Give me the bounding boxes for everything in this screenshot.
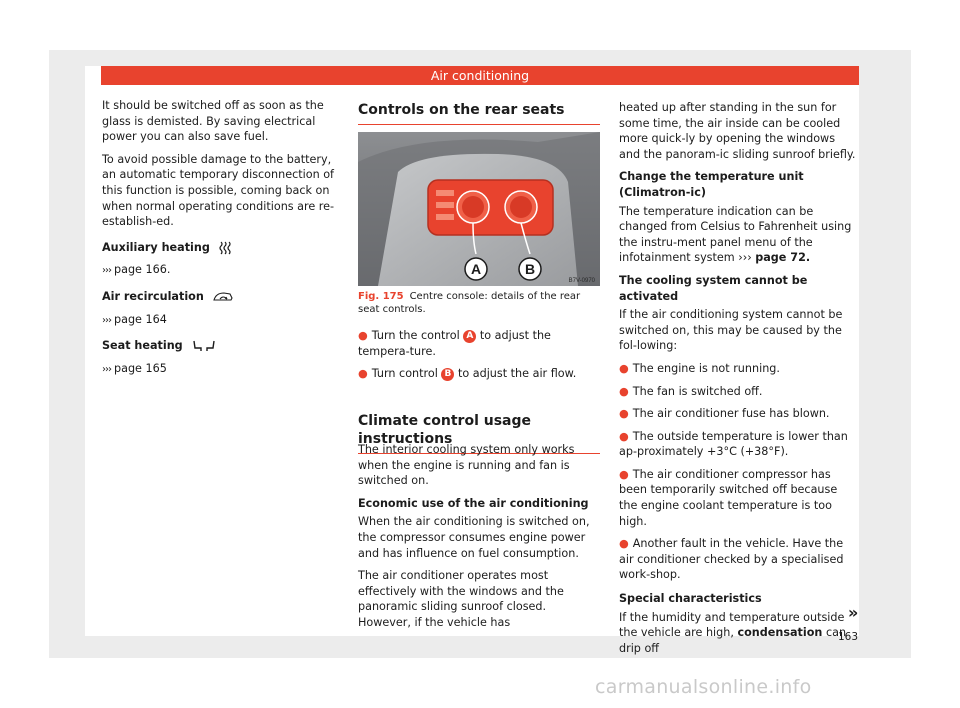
infotainment-reference[interactable]: ››› page 72. [738, 251, 811, 265]
figure-code: B7V-0970 [568, 278, 595, 284]
watermark: carmanualsonline.info [595, 676, 812, 698]
bullet-icon: ● [619, 361, 629, 375]
figure-label-a: A [470, 261, 482, 277]
figure-caption: Fig. 175 Centre console: details of the rear seat controls. [358, 291, 581, 315]
bullet-icon: ● [619, 384, 629, 398]
paragraph: When the air conditioning is switched on, the compressor consumes engine power and has influence on fuel consumption. [358, 515, 590, 560]
list-item: ● The air conditioner compressor has been temporarily switched off because the engine coolant temperature is too high. [619, 467, 838, 528]
paragraph: To avoid possible damage to the battery, an automatic temporary disconnection of this function is possible, coming back on when normal operating conditions are re-establish-ed. [102, 152, 335, 229]
column-middle [358, 328, 600, 389]
bullet-icon: ● [619, 537, 629, 551]
temp-unit-heading: Change the temperature unit (Climatron-ic) [619, 170, 804, 199]
list-item: ● Another fault in the vehicle. Have the air conditioner checked by a specialised work-shop. [619, 537, 844, 582]
figure-number: Fig. 175 [358, 291, 404, 302]
column-right [619, 100, 859, 663]
paragraph: The temperature indication can be changed from Celsius to Fahrenheit using the instru-ment panel menu of the infotainment system ››› page 72. [619, 204, 852, 265]
cooling-heading: The cooling system cannot be activated [619, 273, 808, 303]
page-number: 163 [838, 631, 859, 643]
list-item: ● The fan is switched off. [619, 384, 763, 398]
list-item: ● Turn control B to adjust the air flow. [358, 367, 577, 381]
aux-heating-label: Auxiliary heating [102, 240, 210, 254]
seat-heating-icon [191, 340, 217, 353]
seat-heating-heading [102, 338, 340, 354]
list-item: ● The air conditioner fuse has blown. [619, 407, 830, 421]
recirc-reference[interactable]: ››› page 164 [102, 312, 167, 326]
seat-heating-label: Seat heating [102, 339, 183, 353]
continue-arrow: » [848, 603, 859, 622]
paragraph: It should be switched off as soon as the glass is demisted. By saving electrical power you can also save fuel. [102, 99, 324, 144]
section-title-usage-instructions: Climate control usage instructions [358, 412, 600, 454]
bullet-icon: ● [358, 329, 368, 342]
paragraph: heated up after standing in the sun for some time, the air inside can be cooled more quick-ly by opening the windows and the panoram-ic sliding sunroof briefly. [619, 101, 856, 161]
figure-label-b: B [524, 261, 536, 277]
paragraph: The interior cooling system only works when the engine is running and fan is switched on. [358, 443, 575, 488]
console-illustration [358, 132, 600, 286]
recirc-heading [102, 289, 340, 305]
seat-heating-reference[interactable]: ››› page 165 [102, 361, 167, 375]
marker-a: A [463, 330, 476, 343]
bullet-icon: ● [619, 467, 629, 481]
marker-b: B [441, 368, 454, 381]
bullet-icon: ● [619, 429, 629, 443]
section-title-rear-controls: Controls on the rear seats [358, 101, 600, 125]
rear-controls-figure [358, 132, 600, 286]
special-characteristics-heading: Special characteristics [619, 592, 762, 606]
column-middle-lower [358, 442, 600, 638]
paragraph: If the air conditioning system cannot be switched on, this may be caused by the fol-lowing: [619, 308, 843, 353]
column-left [102, 98, 340, 384]
bullet-icon: ● [358, 367, 368, 381]
economic-use-heading: Economic use of the air conditioning [358, 496, 589, 510]
list-item: ● The engine is not running. [619, 361, 780, 375]
page-header: Air conditioning [101, 66, 859, 85]
list-item: ● The outside temperature is lower than ap-proximately +3°C (+38°F). [619, 429, 848, 459]
air-recirculation-icon [212, 291, 234, 303]
paragraph: The air conditioner operates most effectively with the windows and the panoramic sliding sunroof closed. However, if the vehicle has [358, 569, 564, 629]
paragraph: If the humidity and temperature outside the vehicle are high, condensation can drip off [619, 610, 847, 655]
aux-heating-reference[interactable]: ››› page 166. [102, 263, 171, 277]
auxiliary-heating-icon [218, 241, 232, 255]
recirc-label: Air recirculation [102, 289, 204, 303]
bullet-icon: ● [619, 407, 629, 421]
list-item: ● Turn the control A to adjust the tempera-ture. [358, 329, 551, 358]
aux-heating-heading [102, 240, 340, 256]
